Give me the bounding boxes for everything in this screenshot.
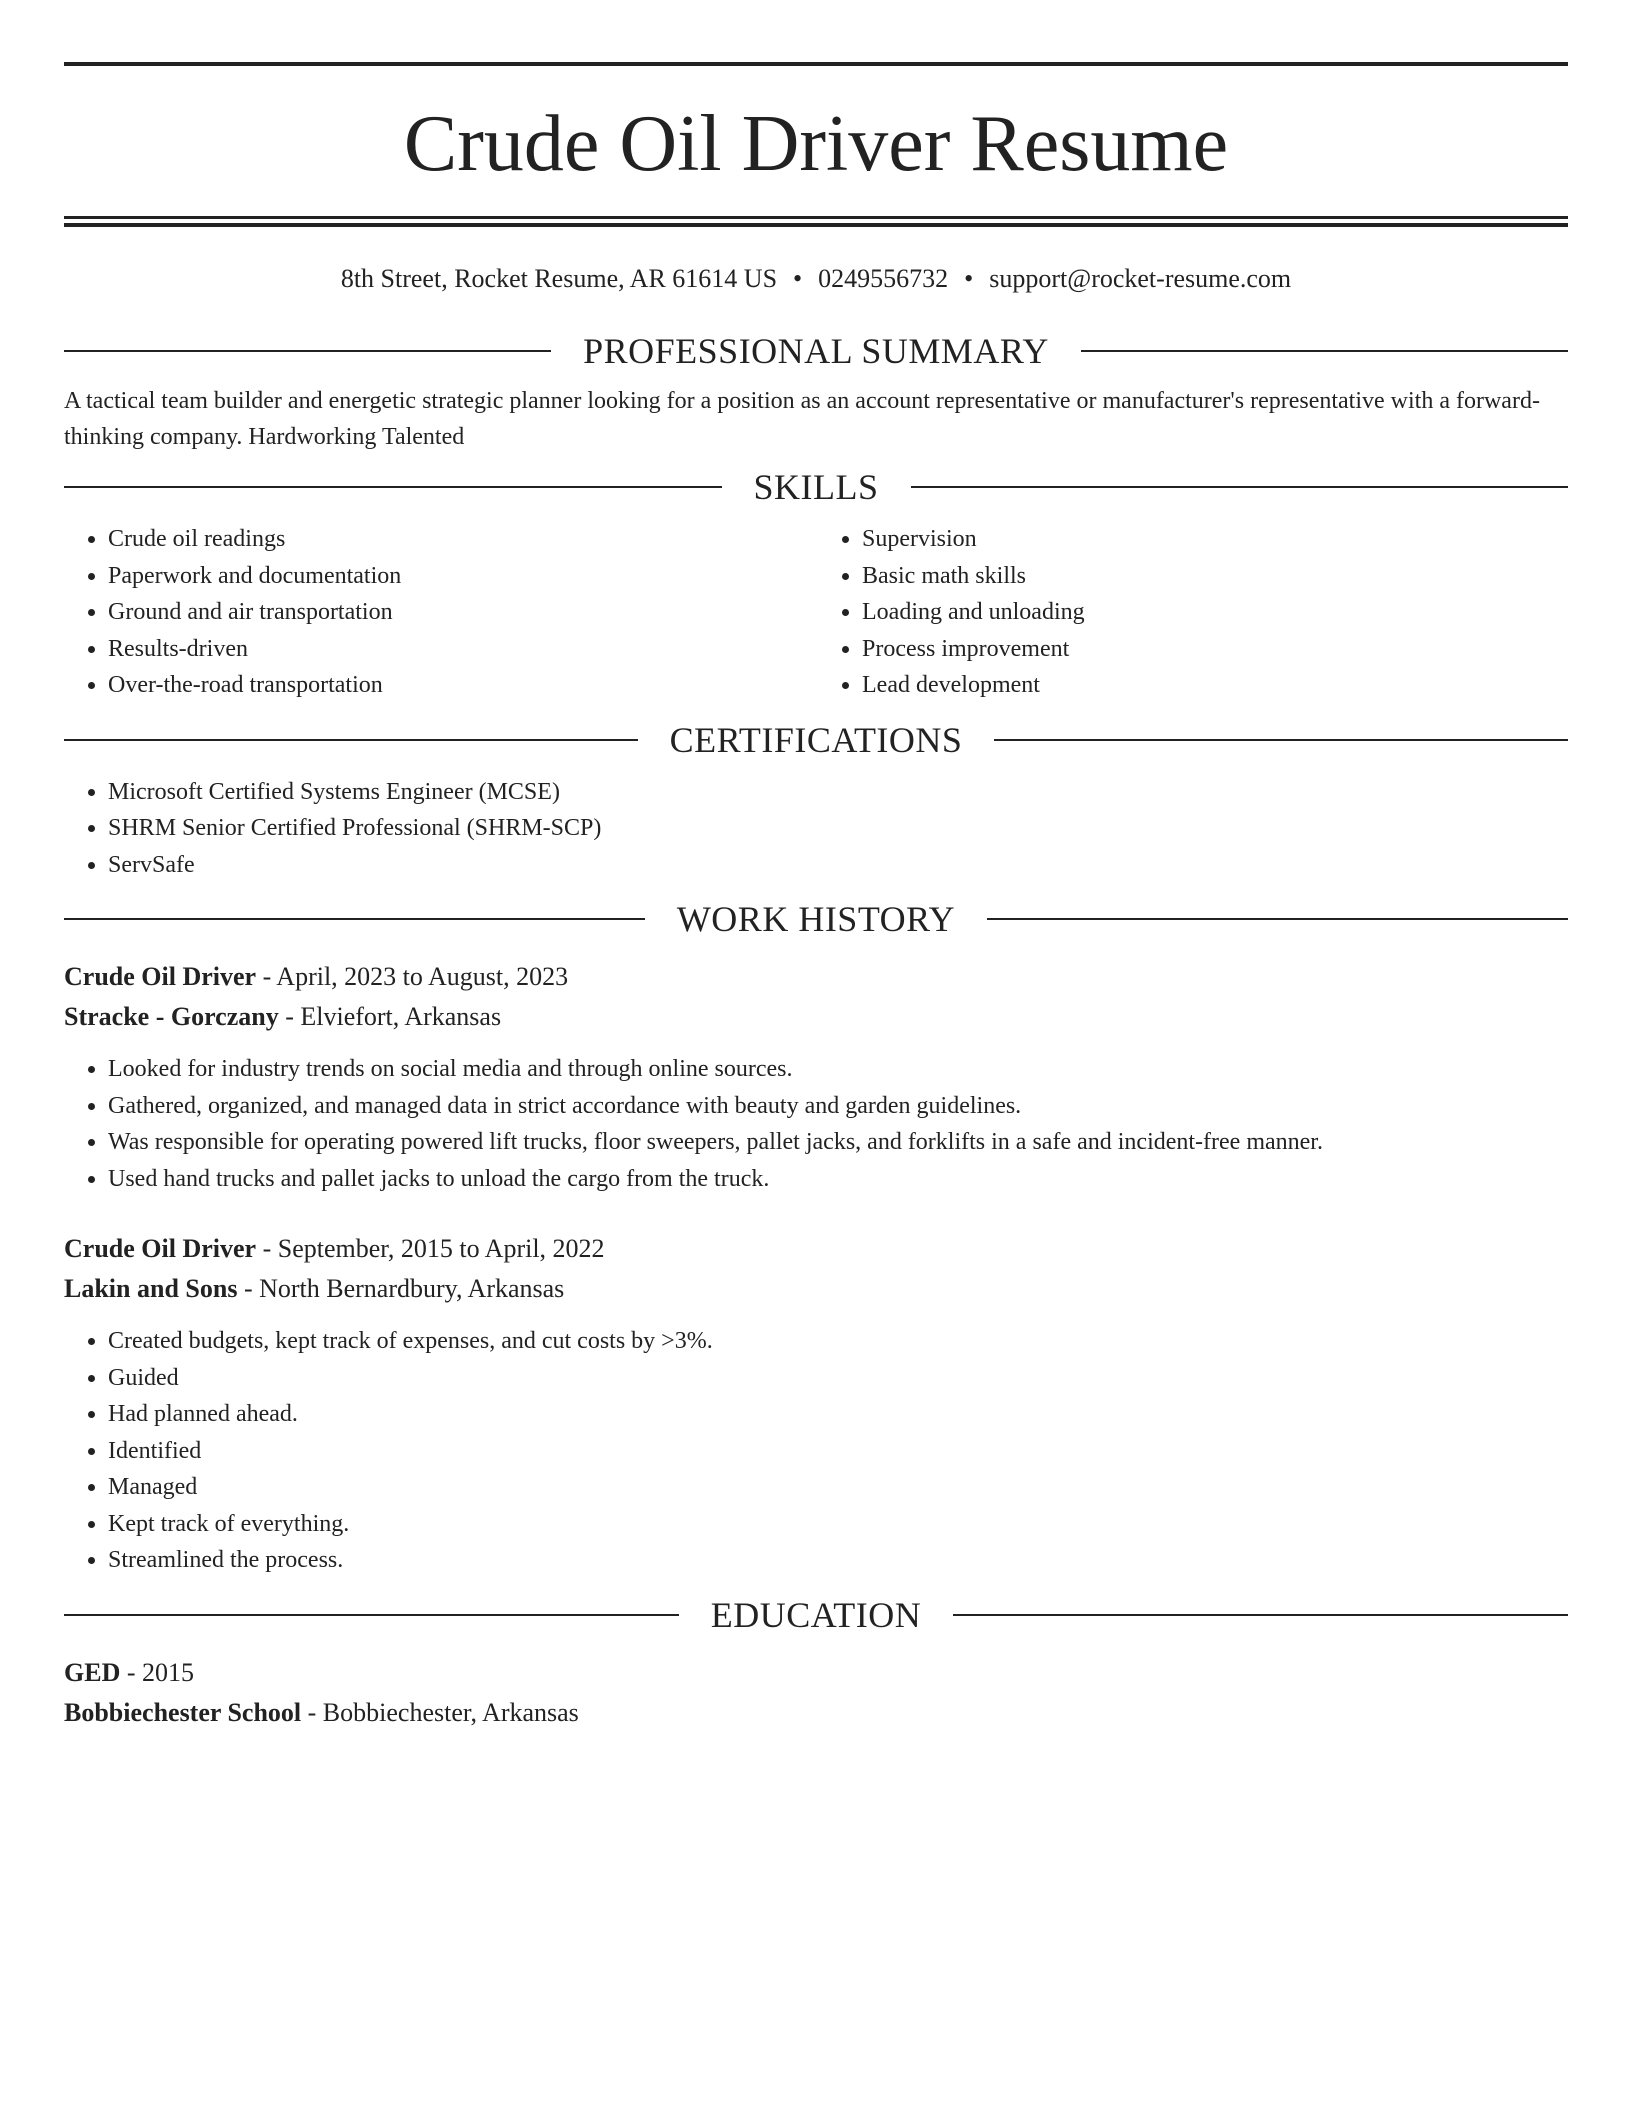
skills-section-heading bbox=[64, 465, 1568, 509]
heading-rule-right bbox=[987, 918, 1568, 920]
skill-item: • Basic math skills bbox=[862, 558, 1568, 595]
summary-heading-label: PROFESSIONAL SUMMARY bbox=[583, 331, 1049, 371]
job-title: Crude Oil Driver bbox=[64, 962, 257, 991]
skill-item: • Ground and air transportation bbox=[108, 594, 814, 631]
job-bullet: • Identified bbox=[108, 1433, 1568, 1470]
skills-list-left bbox=[64, 521, 814, 704]
job-bullet: • Managed bbox=[108, 1469, 1568, 1506]
job-bullets bbox=[64, 1323, 1568, 1579]
job-company-line bbox=[64, 997, 1568, 1037]
certification-item: • SHRM Senior Certified Professional (SHRM-SCP) bbox=[108, 810, 1568, 847]
job-dates: - September, 2015 to April, 2022 bbox=[256, 1234, 605, 1263]
certifications-heading-label: CERTIFICATIONS bbox=[669, 719, 963, 760]
summary-text: A tactical team builder and energetic strategic planner looking for a position as an account representative or manufacturer's representative with a forward-thinking company. Hardworking Talented bbox=[64, 388, 1540, 450]
education-degree-line bbox=[64, 1653, 1568, 1693]
job-bullet: • Was responsible for operating powered lift trucks, floor sweepers, pallet jacks, and forklifts in a safe and incident-free manner. bbox=[108, 1124, 1568, 1161]
skill-item: • Supervision bbox=[862, 521, 1568, 558]
certification-item: • Microsoft Certified Systems Engineer (MCSE) bbox=[108, 774, 1568, 811]
job-bullet: • Looked for industry trends on social media and through online sources. bbox=[108, 1051, 1568, 1088]
education-entry bbox=[64, 1653, 1568, 1733]
education-heading-label: EDUCATION bbox=[710, 1594, 922, 1635]
job-location: - Elviefort, Arkansas bbox=[278, 1002, 502, 1031]
heading-rule-left bbox=[64, 739, 638, 741]
summary-section-heading bbox=[64, 329, 1568, 373]
certifications-section-heading bbox=[64, 718, 1568, 762]
job-location: - North Bernardbury, Arkansas bbox=[237, 1274, 565, 1303]
certifications-list bbox=[64, 774, 1568, 884]
skill-item: • Results-driven bbox=[108, 631, 814, 668]
job-bullets bbox=[64, 1051, 1568, 1197]
heading-rule-right bbox=[1081, 350, 1568, 352]
skill-item: • Loading and unloading bbox=[862, 594, 1568, 631]
work-history-section-heading bbox=[64, 897, 1568, 941]
job-entry bbox=[64, 957, 1568, 1197]
job-bullet: • Streamlined the process. bbox=[108, 1542, 1568, 1579]
job-title-line bbox=[64, 957, 1568, 997]
job-bullet: • Created budgets, kept track of expenses, and cut costs by >3%. bbox=[108, 1323, 1568, 1360]
page-title: Crude Oil Driver Resume bbox=[403, 100, 1229, 188]
heading-rule-right bbox=[994, 739, 1568, 741]
job-company: Stracke - Gorczany bbox=[64, 1002, 279, 1031]
job-company: Lakin and Sons bbox=[64, 1274, 238, 1303]
skills-list-right bbox=[814, 521, 1568, 704]
contact-address: 8th Street, Rocket Resume, AR 61614 US bbox=[340, 264, 778, 293]
job-title: Crude Oil Driver bbox=[64, 1234, 257, 1263]
skill-item: • Process improvement bbox=[862, 631, 1568, 668]
top-rule bbox=[64, 62, 1568, 66]
heading-rule-left bbox=[64, 350, 551, 352]
skill-item: • Over-the-road transportation bbox=[108, 667, 814, 704]
skill-item: • Lead development bbox=[862, 667, 1568, 704]
education-school-line bbox=[64, 1693, 1568, 1733]
contact-separator: • bbox=[793, 264, 803, 293]
work-history-heading-label: WORK HISTORY bbox=[676, 899, 956, 939]
contact-email: support@rocket-resume.com bbox=[989, 264, 1292, 293]
job-title-line bbox=[64, 1229, 1568, 1269]
heading-rule-right bbox=[953, 1614, 1568, 1616]
education-degree: GED bbox=[64, 1657, 121, 1687]
skills-heading-label: SKILLS bbox=[753, 467, 879, 507]
education-year: - 2015 bbox=[120, 1657, 195, 1687]
education-location: - Bobbiechester, Arkansas bbox=[301, 1697, 579, 1727]
heading-rule-left bbox=[64, 918, 645, 920]
skills-grid bbox=[64, 509, 1568, 718]
contact-line bbox=[64, 263, 1568, 295]
heading-rule-left bbox=[64, 1614, 679, 1616]
certification-item: • ServSafe bbox=[108, 847, 1568, 884]
job-bullet: • Had planned ahead. bbox=[108, 1396, 1568, 1433]
education-section-heading bbox=[64, 1593, 1568, 1637]
heading-rule-left bbox=[64, 486, 722, 488]
education-school: Bobbiechester School bbox=[64, 1697, 302, 1727]
job-bullet: • Used hand trucks and pallet jacks to unload the cargo from the truck. bbox=[108, 1161, 1568, 1198]
contact-phone: 0249556732 bbox=[818, 264, 949, 293]
contact-separator: • bbox=[964, 264, 974, 293]
job-company-line bbox=[64, 1269, 1568, 1309]
skill-item: • Crude oil readings bbox=[108, 521, 814, 558]
job-bullet: • Guided bbox=[108, 1360, 1568, 1397]
job-bullet: • Kept track of everything. bbox=[108, 1506, 1568, 1543]
job-dates: - April, 2023 to August, 2023 bbox=[256, 962, 569, 991]
job-entry bbox=[64, 1229, 1568, 1579]
job-bullet: • Gathered, organized, and managed data in strict accordance with beauty and garden guidelines. bbox=[108, 1088, 1568, 1125]
skill-item: • Paperwork and documentation bbox=[108, 558, 814, 595]
title-double-rule bbox=[64, 216, 1568, 227]
heading-rule-right bbox=[911, 486, 1569, 488]
